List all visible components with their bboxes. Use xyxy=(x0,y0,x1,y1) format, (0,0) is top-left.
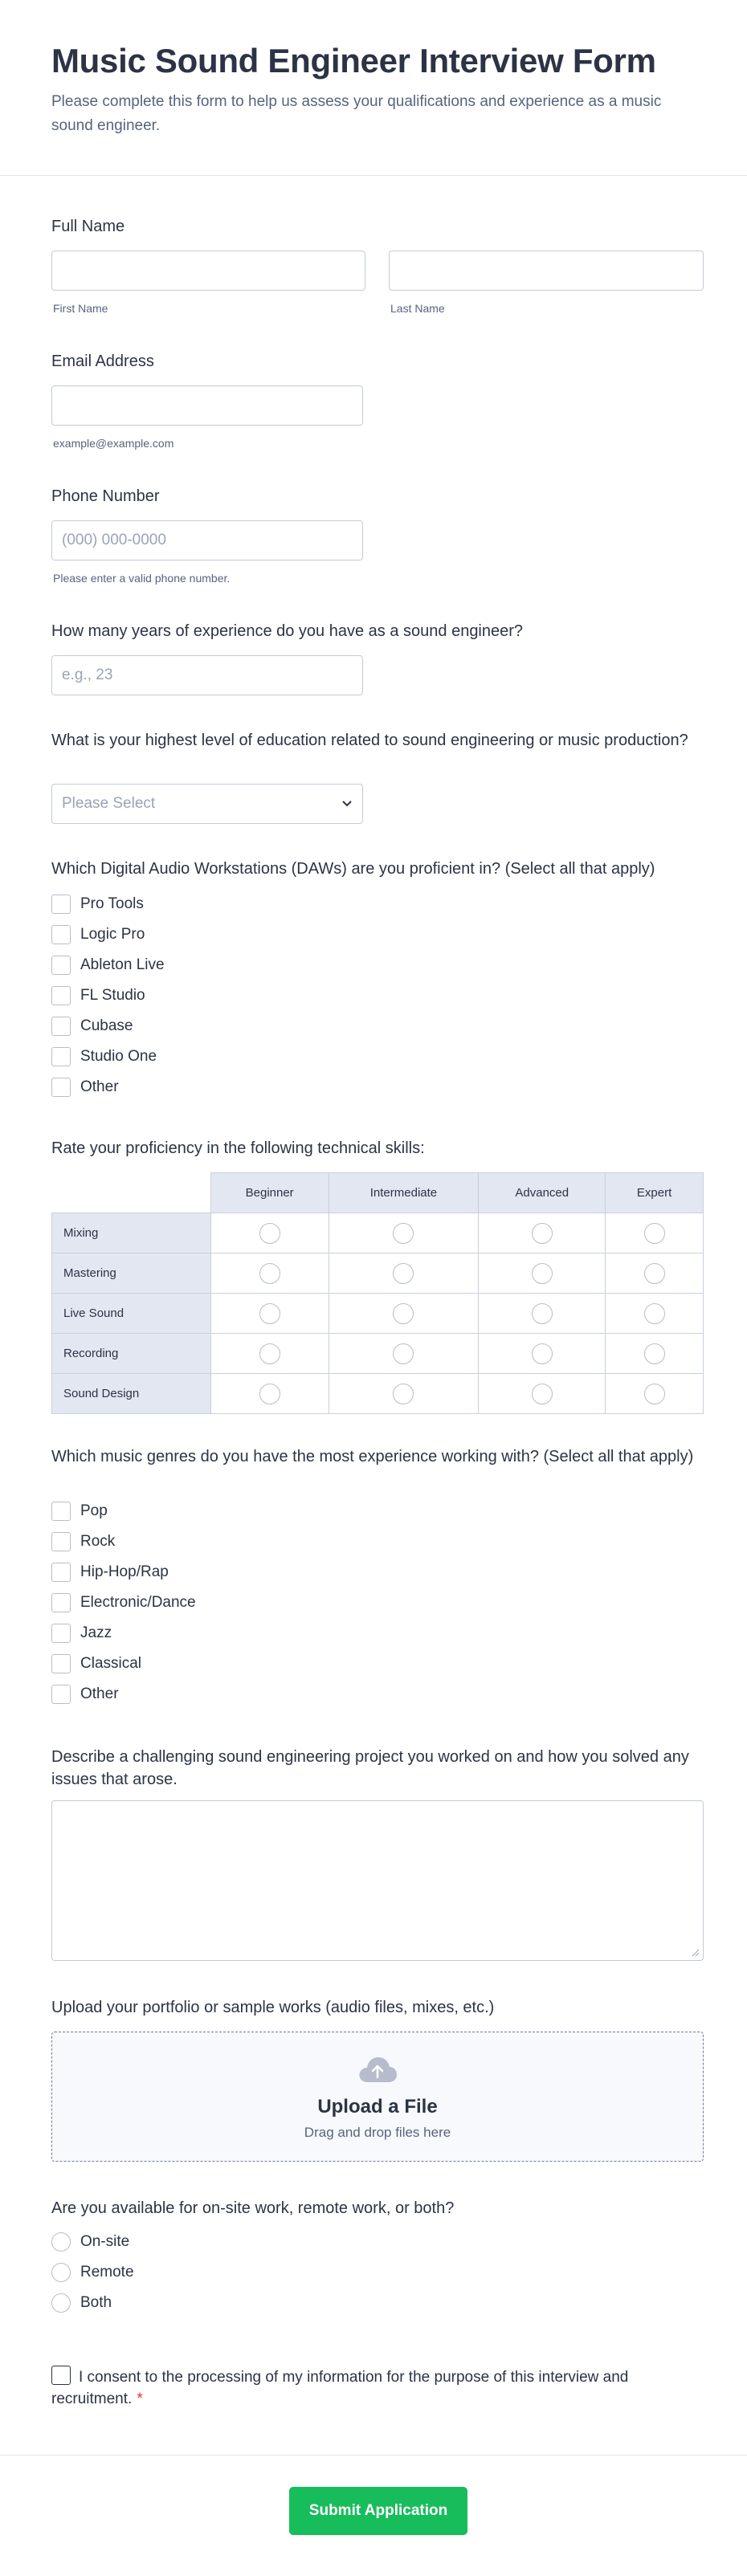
rating-radio-button[interactable] xyxy=(644,1263,665,1284)
rating-radio-button[interactable] xyxy=(644,1223,665,1244)
radio-button[interactable] xyxy=(51,2293,71,2313)
rating-radio-button[interactable] xyxy=(259,1263,280,1284)
project-label: Describe a challenging sound engineering project you worked on and how you solved any issues that arose. xyxy=(51,1748,689,1788)
checkbox[interactable] xyxy=(51,1593,71,1612)
genre-option-label: Classical xyxy=(80,1655,142,1672)
genre-option-label: Electronic/Dance xyxy=(80,1594,196,1611)
file-upload-dropzone[interactable] xyxy=(51,2032,704,2162)
matrix-cell xyxy=(606,1213,704,1253)
checkbox[interactable] xyxy=(51,1624,71,1643)
checkbox[interactable] xyxy=(51,1654,71,1673)
daw-option-label: FL Studio xyxy=(80,987,145,1004)
matrix-row xyxy=(52,1374,704,1414)
genre-option[interactable] xyxy=(51,1532,115,1551)
experience-label: How many years of experience do you have as a sound engineer? xyxy=(51,622,524,640)
availability-option-label: On-site xyxy=(80,2233,130,2250)
rating-radio-button[interactable] xyxy=(393,1223,414,1244)
experience-input[interactable]: e.g., 23 xyxy=(51,655,363,695)
matrix-row xyxy=(52,1253,704,1294)
matrix-row-label: Recording xyxy=(52,1334,211,1374)
daw-option-label: Logic Pro xyxy=(80,926,145,943)
last-name-sublabel: Last Name xyxy=(390,302,445,315)
rating-radio-button[interactable] xyxy=(532,1303,553,1324)
matrix-cell xyxy=(479,1253,606,1294)
required-marker: * xyxy=(137,2391,143,2407)
checkbox[interactable] xyxy=(51,1078,71,1097)
matrix-column-header: Intermediate xyxy=(329,1173,479,1213)
matrix-cell xyxy=(329,1334,479,1374)
radio-button[interactable] xyxy=(51,2232,71,2252)
daw-option[interactable] xyxy=(51,1017,133,1036)
genre-option-label: Jazz xyxy=(80,1624,112,1641)
education-label: What is your highest level of education related to sound engineering or music production? xyxy=(51,732,688,749)
checkbox[interactable] xyxy=(51,1502,71,1521)
cloud-upload-icon xyxy=(357,2053,398,2085)
rating-radio-button[interactable] xyxy=(644,1384,665,1404)
matrix-column-header: Advanced xyxy=(479,1173,606,1213)
full-name-label: Full Name xyxy=(51,218,125,235)
matrix-cell xyxy=(329,1213,479,1253)
phone-label: Phone Number xyxy=(51,487,160,505)
chevron-down-icon xyxy=(341,800,353,808)
email-label: Email Address xyxy=(51,353,154,370)
genres-label: Which music genres do you have the most experience working with? (Select all that apply) xyxy=(51,1448,694,1465)
matrix-cell xyxy=(606,1253,704,1294)
rating-radio-button[interactable] xyxy=(259,1303,280,1324)
checkbox[interactable] xyxy=(51,1047,71,1066)
matrix-row xyxy=(52,1294,704,1334)
genre-option-label: Rock xyxy=(80,1533,116,1550)
availability-option[interactable] xyxy=(51,2232,129,2252)
education-select[interactable] xyxy=(51,784,363,824)
rating-radio-button[interactable] xyxy=(393,1384,414,1404)
genre-option[interactable] xyxy=(51,1685,119,1704)
matrix-cell xyxy=(606,1374,704,1414)
rating-radio-button[interactable] xyxy=(259,1384,280,1404)
rating-radio-button[interactable] xyxy=(532,1223,553,1244)
checkbox[interactable] xyxy=(51,1017,71,1036)
availability-option[interactable] xyxy=(51,2263,134,2282)
rating-radio-button[interactable] xyxy=(393,1303,414,1324)
daw-option[interactable] xyxy=(51,1047,157,1066)
daw-option-label: Ableton Live xyxy=(80,956,165,973)
daw-option[interactable] xyxy=(51,925,145,944)
rating-radio-button[interactable] xyxy=(532,1263,553,1284)
matrix-cell xyxy=(210,1294,329,1334)
genre-option[interactable] xyxy=(51,1654,141,1673)
rating-radio-button[interactable] xyxy=(644,1343,665,1364)
matrix-row-label: Mastering xyxy=(52,1253,211,1294)
genre-option[interactable] xyxy=(51,1624,112,1643)
upload-title: Upload a File xyxy=(317,2096,438,2117)
availability-label: Are you available for on-site work, remote work, or both? xyxy=(51,2199,455,2217)
genre-option[interactable] xyxy=(51,1593,196,1612)
daws-label: Which Digital Audio Workstations (DAWs) are you proficient in? (Select all that apply) xyxy=(51,860,655,878)
checkbox[interactable] xyxy=(51,925,71,944)
form-description: Please complete this form to help us assess your qualifications and experience as a music sound engineer. xyxy=(51,93,662,134)
consent-text: I consent to the processing of my information for the purpose of this interview and recruitment. xyxy=(51,2369,629,2407)
genre-option[interactable] xyxy=(51,1502,108,1521)
resize-handle-icon[interactable] xyxy=(692,1949,700,1957)
daw-option-label: Other xyxy=(80,1078,119,1095)
matrix-row xyxy=(52,1213,704,1253)
last-name-input[interactable] xyxy=(389,251,704,291)
availability-option-label: Both xyxy=(80,2294,112,2311)
matrix-row-label: Mixing xyxy=(52,1213,211,1253)
form-title: Music Sound Engineer Interview Form xyxy=(51,42,656,79)
matrix-cell xyxy=(606,1294,704,1334)
checkbox[interactable] xyxy=(51,956,71,975)
consent-checkbox[interactable] xyxy=(51,2366,71,2385)
genre-option[interactable] xyxy=(51,1563,169,1582)
daw-option-label: Studio One xyxy=(80,1048,157,1065)
genre-option-label: Other xyxy=(80,1685,119,1702)
rating-radio-button[interactable] xyxy=(532,1384,553,1404)
matrix-header-row xyxy=(52,1173,704,1213)
availability-option-label: Remote xyxy=(80,2264,134,2280)
rating-radio-button[interactable] xyxy=(644,1303,665,1324)
matrix-column-header: Expert xyxy=(606,1173,704,1213)
availability-option[interactable] xyxy=(51,2293,112,2313)
daw-option-label: Pro Tools xyxy=(80,895,144,912)
matrix-cell xyxy=(210,1253,329,1294)
daw-option[interactable] xyxy=(51,895,144,914)
matrix-row-label: Sound Design xyxy=(52,1374,211,1414)
matrix-cell xyxy=(329,1253,479,1294)
matrix-cell xyxy=(479,1374,606,1414)
matrix-row-label: Live Sound xyxy=(52,1294,211,1334)
checkbox[interactable] xyxy=(51,1685,71,1704)
matrix-cell xyxy=(210,1213,329,1253)
daw-option[interactable] xyxy=(51,986,145,1005)
phone-input[interactable]: (000) 000-0000 xyxy=(51,520,363,560)
daw-option-label: Cubase xyxy=(80,1017,133,1034)
first-name-sublabel: First Name xyxy=(53,302,108,315)
rating-radio-button[interactable] xyxy=(393,1263,414,1284)
matrix-cell xyxy=(479,1294,606,1334)
daw-option[interactable] xyxy=(51,956,165,975)
project-textarea[interactable] xyxy=(51,1800,704,1961)
matrix-cell xyxy=(606,1334,704,1374)
checkbox[interactable] xyxy=(51,1563,71,1582)
education-selected-value: Please Select xyxy=(62,795,156,812)
consent-field xyxy=(51,2366,630,2410)
matrix-cell xyxy=(329,1294,479,1334)
matrix-column-header: Beginner xyxy=(210,1173,329,1213)
matrix-cell xyxy=(210,1374,329,1414)
upload-subtitle: Drag and drop files here xyxy=(304,2125,451,2140)
checkbox[interactable] xyxy=(51,895,71,914)
portfolio-label: Upload your portfolio or sample works (audio files, mixes, etc.) xyxy=(51,1999,495,2016)
rating-radio-button[interactable] xyxy=(393,1343,414,1364)
first-name-input[interactable] xyxy=(51,251,365,291)
rating-radio-button[interactable] xyxy=(259,1223,280,1244)
daw-option[interactable] xyxy=(51,1078,119,1097)
genre-option-label: Pop xyxy=(80,1502,108,1519)
matrix-corner xyxy=(52,1173,211,1213)
email-sublabel: example@example.com xyxy=(53,437,174,450)
radio-button[interactable] xyxy=(51,2263,71,2282)
matrix-cell xyxy=(329,1374,479,1414)
genre-option-label: Hip-Hop/Rap xyxy=(80,1563,169,1580)
email-input[interactable] xyxy=(51,385,363,426)
matrix-cell xyxy=(210,1334,329,1374)
rating-radio-button[interactable] xyxy=(532,1343,553,1364)
checkbox[interactable] xyxy=(51,986,71,1005)
matrix-row xyxy=(52,1334,704,1374)
phone-sublabel: Please enter a valid phone number. xyxy=(53,572,231,585)
checkbox[interactable] xyxy=(51,1532,71,1551)
skills-matrix xyxy=(51,1172,704,1414)
matrix-cell xyxy=(479,1213,606,1253)
submit-button[interactable]: Submit Application xyxy=(289,2487,467,2535)
skills-label: Rate your proficiency in the following technical skills: xyxy=(51,1139,425,1157)
matrix-cell xyxy=(479,1334,606,1374)
rating-radio-button[interactable] xyxy=(259,1343,280,1364)
form-header xyxy=(0,0,747,176)
